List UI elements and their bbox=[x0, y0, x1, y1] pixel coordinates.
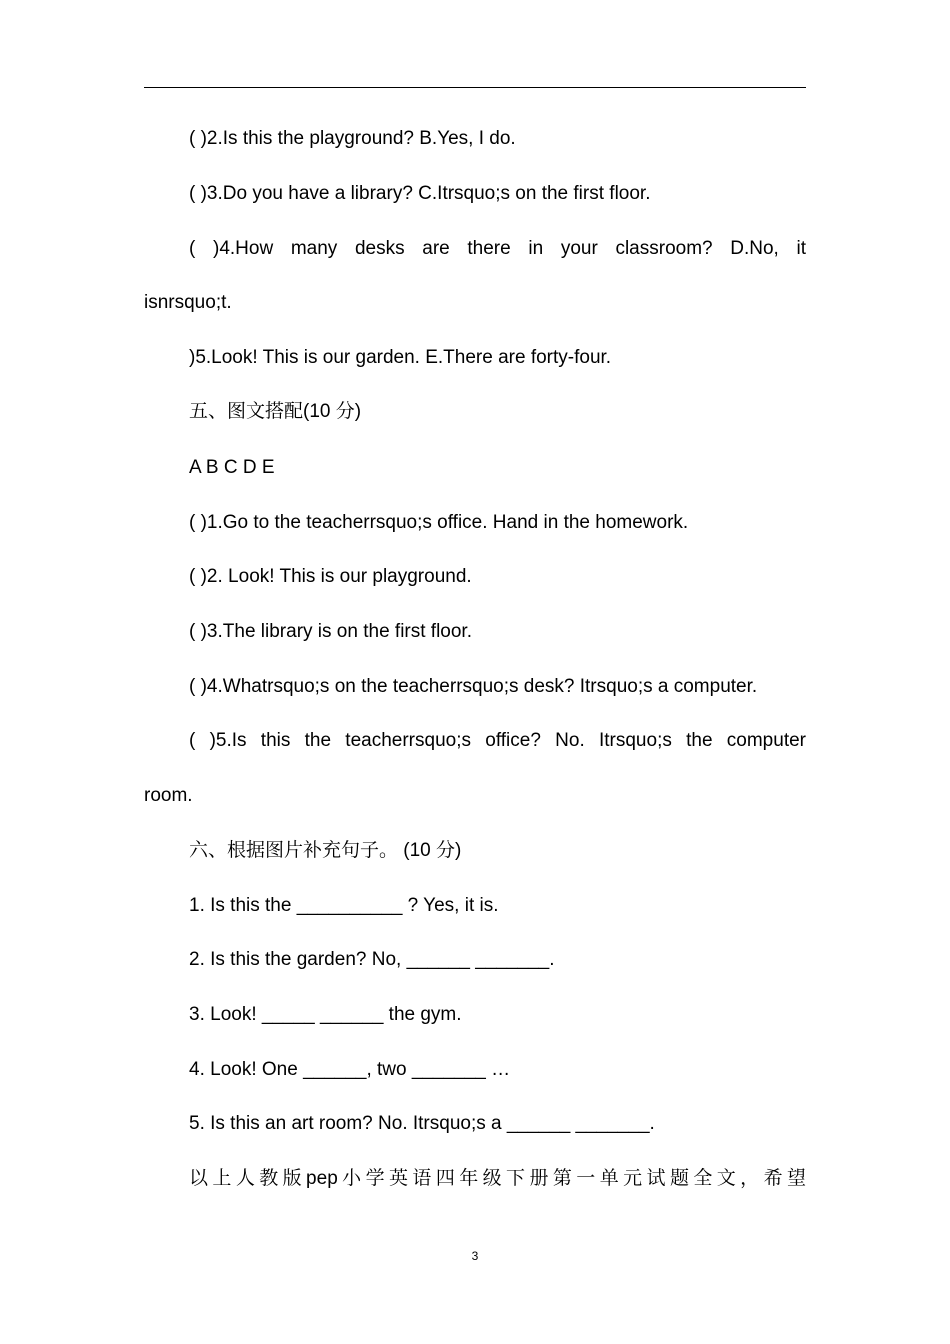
fill-item-5: 5. Is this an art room? No. Itrsquo;s a ______ _______. bbox=[189, 1113, 655, 1134]
match-item-3: ( )3.Do you have a library? C.Itrsquo;s on the first floor. bbox=[189, 183, 651, 204]
closing-paragraph: 以上人教版pep小学英语四年级下册第一单元试题全文，希望 bbox=[189, 1168, 806, 1189]
section-5-heading: 五、图文搭配(10 分) bbox=[189, 401, 362, 422]
picture-item-1: ( )1.Go to the teacherrsquo;s office. Hand in the homework. bbox=[189, 512, 689, 533]
picture-item-5: ( )5.Is this the teacherrsquo;s office? No. Itrsquo;s the computer bbox=[189, 730, 806, 751]
match-item-2: ( )2.Is this the playground? B.Yes, I do. bbox=[189, 128, 516, 149]
fill-item-3: 3. Look! _____ ______ the gym. bbox=[189, 1004, 462, 1025]
section-6-heading: 六、根据图片补充句子。 (10 分) bbox=[189, 840, 462, 861]
fill-item-2: 2. Is this the garden? No, ______ _______. bbox=[189, 949, 555, 970]
match-item-4-continued: isnrsquo;t. bbox=[144, 292, 232, 313]
page-number: 3 bbox=[471, 1249, 479, 1263]
match-item-4: ( )4.How many desks are there in your classroom? D.No, it bbox=[189, 238, 806, 259]
picture-item-4: ( )4.Whatrsquo;s on the teacherrsquo;s desk? Itrsquo;s a computer. bbox=[189, 676, 758, 697]
fill-item-4: 4. Look! One ______, two _______ … bbox=[189, 1059, 511, 1080]
picture-item-3: ( )3.The library is on the first floor. bbox=[189, 621, 472, 642]
picture-labels: A B C D E bbox=[189, 457, 275, 478]
fill-item-1: 1. Is this the __________ ? Yes, it is. bbox=[189, 895, 499, 916]
picture-item-2: ( )2. Look! This is our playground. bbox=[189, 566, 472, 587]
header-rule bbox=[144, 87, 806, 88]
match-item-5: )5.Look! This is our garden. E.There are forty-four. bbox=[189, 347, 612, 368]
picture-item-5-continued: room. bbox=[144, 785, 193, 806]
